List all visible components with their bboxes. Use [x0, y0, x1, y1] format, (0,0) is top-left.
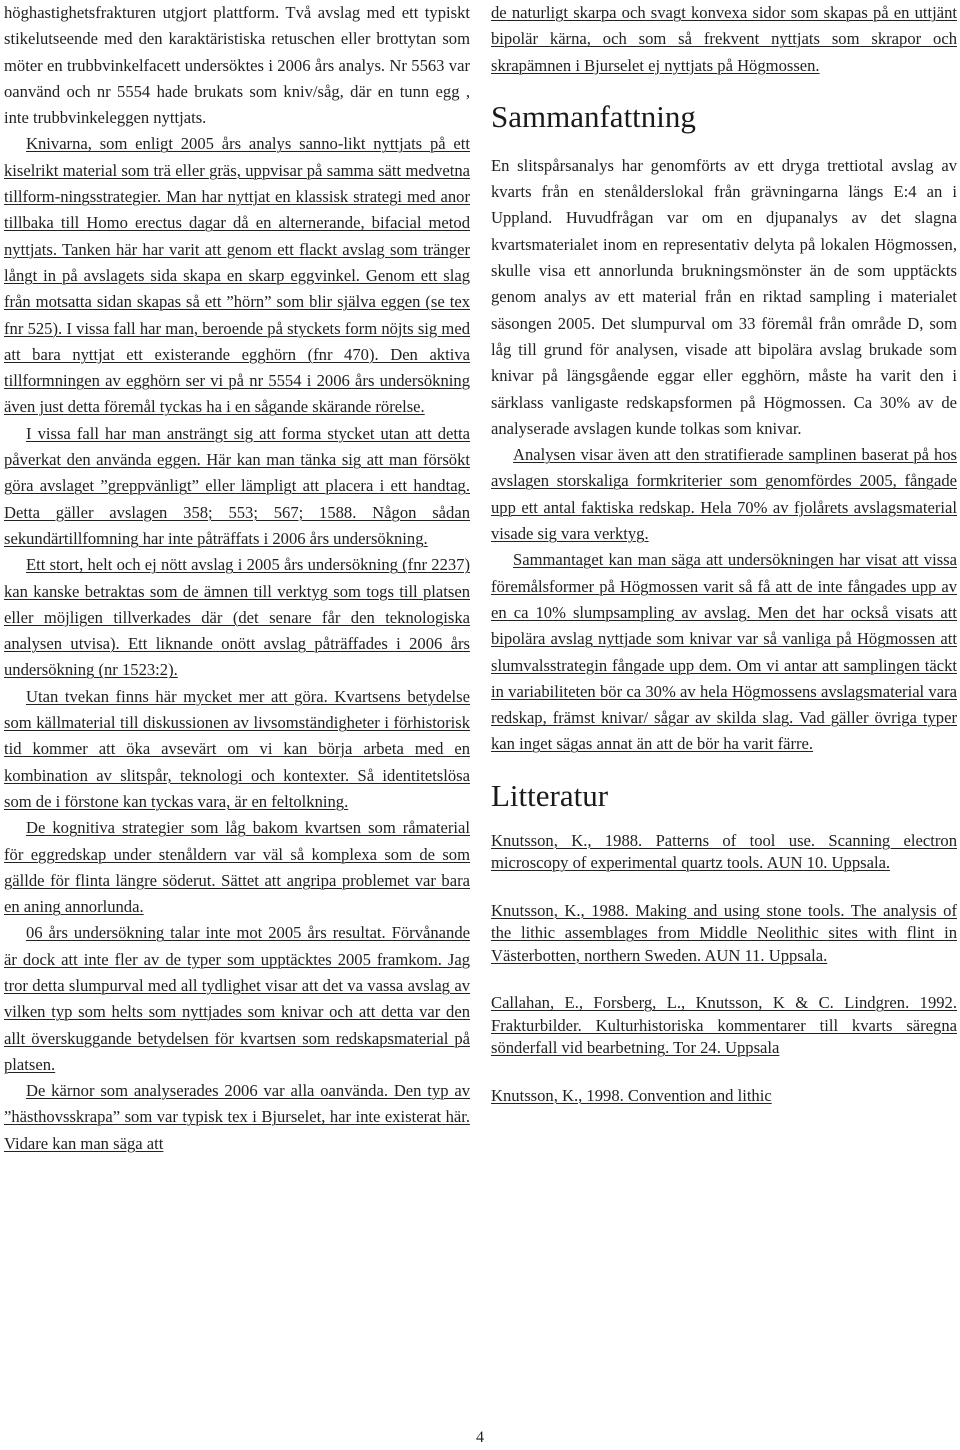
reference-entry: Knutsson, K., 1998. Convention and lithic	[491, 1085, 772, 1105]
paragraph: De kognitiva strategier som låg bakom kvartsen som råmaterial för eggredskap under stenåldern var väl så komplexa som de som gällde för flinta längre söderut. Sättet att angripa problemet var bara en aning annorlunda.	[4, 818, 470, 917]
paragraph: De kärnor som analyserades 2006 var alla oanvända. Den typ av ”hästhovsskrapa” som var typisk tex i Bjurselet, har inte existerat här. Vidare kan man säga att	[4, 1081, 470, 1153]
paragraph: Sammantaget kan man säga att undersökningen har visat att vissa föremålsformer på Högmossen varit så få att de inte fångades upp av en ca 10% slumpsampling av avslag. Men det har också visats att bipolära avslag nyttjade som knivar var så vanliga på Högmossen att slumvalsstrategin fångade upp dem. Om vi antar att samplingen täckt in variabiliteten bör ca 30% av hela Högmossens avslagsmaterial vara redskap, främst knivar/ sågar av skilda slag. Vad gäller övriga typer kan inget sägas annat än att de bör ha varit färre.	[491, 550, 957, 754]
paragraph: Knivarna, som enligt 2005 års analys sanno-likt nyttjats på ett kiselrikt material som trä eller gräs, uppvisar på samma sätt medvetna tillform-ningsstrategier. Man har nyttjat en klassisk strategi med anor tillbaka till Homo erectus dagar då en alternerande, bifacial metod nyttjats. Tanken här har varit att genom ett flackt avslag som tränger långt in på avslagets sida skapa en skarp eggvinkel. Genom ett slag från motsatta sidan skapas så ett ”hörn” som blir själva eggen (se tex fnr 525). I vissa fall har man, beroende på styckets form nöjts sig med att bara nyttjat ett existerande egghörn (fnr 470). Den aktiva tillformningen av egghörn ser vi på nr 5554 i 2006 års undersökning även just detta föremål tyckas ha i en sågande skärande rörelse.	[4, 134, 470, 417]
section-heading-literature: Litteratur	[491, 777, 609, 813]
reference-entry: Callahan, E., Forsberg, L., Knutsson, K & C. Lindgren. 1992. Frakturbilder. Kulturhistoriska kommentarer till kvarts säregna sönderfall vid bearbetning. Tor 24. Uppsala	[491, 993, 957, 1058]
paragraph: Utan tvekan finns här mycket mer att göra. Kvartsens betydelse som källmaterial till diskussionen av livsomständigheter i förhistorisk tid kommer att öka avsevärt om vi kan börja arbeta med en kombination av slitspår, teknologi och kontexter. Så identitetslösa som de i förstone kan tyckas vara, är en feltolkning.	[4, 686, 470, 811]
paragraph: I vissa fall har man ansträngt sig att forma stycket utan att detta påverkat den använda eggen. Här kan man tänka sig att man försökt göra avslaget ”greppvänligt” eller lämpligt att placera i ett handtag. Detta gäller avslagen 358; 553; 567; 1588. Någon sådan sekundärtillfomning har inte påträffats i 2006 års undersökning.	[4, 423, 470, 548]
paragraph: de naturligt skarpa och svagt konvexa sidor som skapas på en uttjänt bipolär kärna, och som så frekvent nyttjats som skrapor och skrapämnen i Bjurselet ej nyttjats på Högmossen.	[491, 3, 957, 75]
section-heading-summary: Sammanfattning	[491, 98, 696, 134]
left-column	[4, 0, 470, 1157]
page-number: 4	[476, 1429, 484, 1446]
paragraph: höghastighetsfrakturen utgjort plattform. Två avslag med ett typiskt stikelutseende med den karaktäristiska retuschen eller brottytan som möter en trubbvinkelfacett undersöktes i 2006 års analys. Nr 5563 var oanvänd och nr 5554 hade brukats som kniv/såg, där en tunn egg , inte trubbvinkeleggen nyttjats.	[4, 3, 470, 128]
paragraph: Analysen visar även att den stratifierade samplinen baserat på hos avslagen storskaliga formkriterier som genomfördes 2005, fångade upp ett antal faktiska redskap. Hela 70% av fjolårets avslagsmaterial visade sig vara verktyg.	[491, 445, 957, 544]
reference-entry: Knutsson, K., 1988. Patterns of tool use. Scanning electron microscopy of experimental quartz tools. AUN 10. Uppsala.	[491, 830, 957, 873]
paragraph: Ett stort, helt och ej nött avslag i 2005 års undersökning (fnr 2237) kan kanske betraktas som de ämnen till verktyg som togs till platsen eller möjligen tillverkades där (det senare får den teknologiska analysen utvisa). Ett liknande onött avslag påträffades i 2006 års undersökning (nr 1523:2).	[4, 555, 470, 680]
paragraph: 06 års undersökning talar inte mot 2005 års resultat. Förvånande är dock att inte fler av de typer som upptäcktes 2005 framkom. Jag tror detta slumpurval med all tydlighet visar att det va vassa avslag av vilken typ som helts som nyttjades som knivar och att detta var den allt överskuggande betydelsen för kvartsen som redskapsmaterial på platsen.	[4, 923, 470, 1074]
reference-entry: Knutsson, K., 1988. Making and using stone tools. The analysis of the lithic assemblages from Middle Neolithic sites with flint in Västerbotten, northern Sweden. AUN 11. Uppsala.	[491, 900, 957, 965]
paragraph: En slitspårsanalys har genomförts av ett dryga trettiotal avslag av kvarts från en stenålderslokal från grävningarna längs E:4 an i Uppland. Huvudfrågan var om en djupanalys av det slagna kvartsmaterialet inom en representativ delyta på lokalen Högmossen, skulle visa ett annorlunda brukningsmönster än de som upptäckts genom analys av ett material från en riktad sampling i materialet säsongen 2005. Det slumpurval om 33 föremål från område D, som låg till grund för analysen, visade att bipolära avslag brukade som knivar på längsgående eggar eller egghörn, måste ha varit den i särklass vanligaste redskapsformen på Högmossen. Ca 30% av de analyserade avslagen kunde tolkas som knivar.	[491, 155, 957, 438]
right-column	[491, 0, 957, 1107]
